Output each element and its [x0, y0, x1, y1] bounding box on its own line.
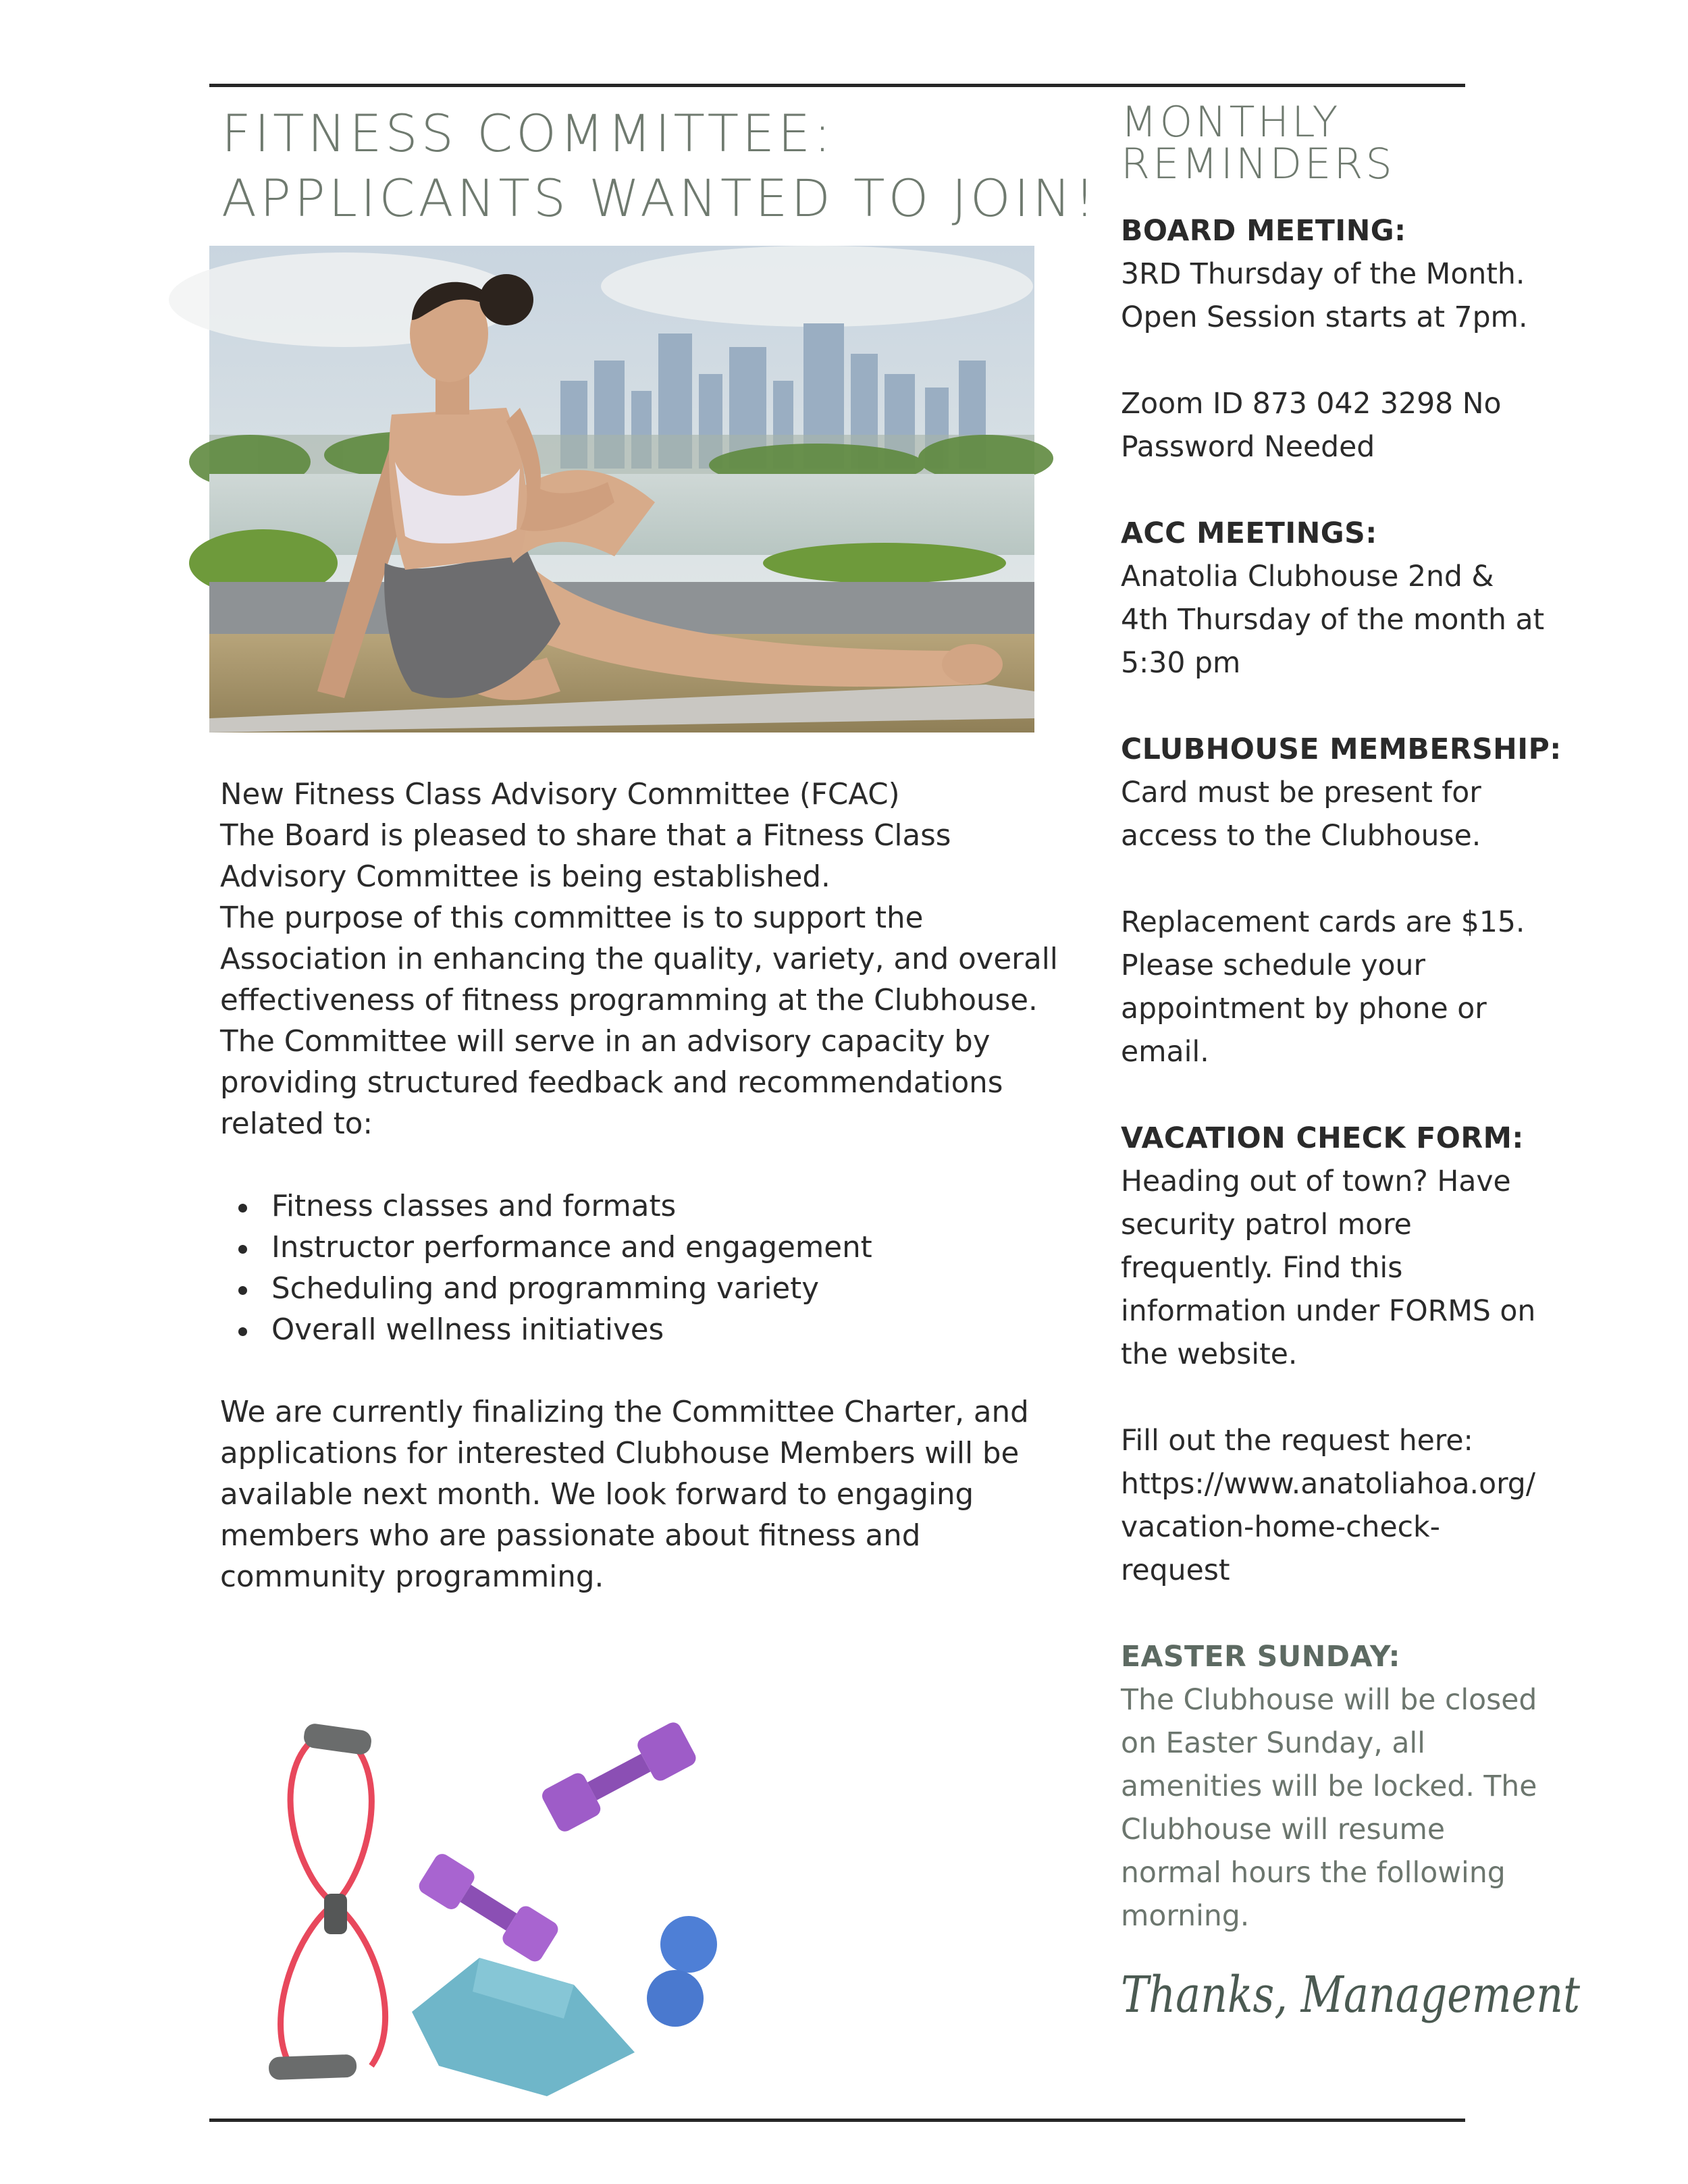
board-line: 3RD Thursday of the Month. — [1121, 258, 1525, 291]
easter-line: on Easter Sunday, all — [1121, 1727, 1425, 1760]
article-line: providing structured feedback and recommendations — [220, 1066, 1003, 1100]
signature — [1114, 1961, 1587, 2035]
replacement-line: Replacement cards are $15. — [1121, 906, 1525, 939]
focus-areas-list — [220, 1186, 1091, 1351]
list-item: Scheduling and programming variety — [220, 1269, 1091, 1310]
vacation-line: information under FORMS on — [1121, 1295, 1536, 1328]
yoga-photo — [209, 246, 1034, 733]
replacement-line: Please schedule your — [1121, 949, 1425, 982]
article-body — [220, 774, 1091, 1598]
list-item: Overall wellness initiatives — [220, 1310, 1091, 1351]
replacement-line: appointment by phone or — [1121, 992, 1487, 1026]
request-url-line[interactable]: vacation-home-check- — [1121, 1511, 1440, 1544]
reminders-list — [1121, 210, 1607, 1938]
vacation-line: the website. — [1121, 1338, 1298, 1371]
sidebar-title-line-1: MONTHLY — [1121, 97, 1341, 147]
vacation-heading: VACATION CHECK FORM: — [1121, 1122, 1524, 1155]
membership-heading: CLUBHOUSE MEMBERSHIP: — [1121, 733, 1562, 766]
article-line: The purpose of this committee is to support the — [220, 901, 924, 935]
acc-line: 5:30 pm — [1121, 647, 1241, 680]
bottom-rule — [209, 2119, 1465, 2122]
easter-line: normal hours the following — [1121, 1857, 1506, 1890]
closing-line: available next month. We look forward to engaging — [220, 1478, 974, 1512]
zoom-line: Zoom ID 873 042 3298 No — [1121, 388, 1502, 421]
sidebar-title — [1121, 97, 1593, 188]
list-item: Instructor performance and engagement — [220, 1227, 1091, 1269]
article-line: The Committee will serve in an advisory capacity by — [220, 1025, 991, 1059]
page-title — [221, 101, 1099, 231]
vacation-line: frequently. Find this — [1121, 1252, 1403, 1285]
zoom-line: Password Needed — [1121, 431, 1375, 464]
membership-line: Card must be present for — [1121, 776, 1481, 809]
vacation-line: security patrol more — [1121, 1208, 1412, 1242]
top-rule — [209, 84, 1465, 87]
article-line: New Fitness Class Advisory Committee (FCAC) — [220, 778, 900, 811]
title-line-1: FITNESS COMMITTEE: — [221, 103, 835, 163]
article-line: related to: — [220, 1107, 373, 1141]
board-line: Open Session starts at 7pm. — [1121, 301, 1528, 334]
acc-line: 4th Thursday of the month at — [1121, 604, 1545, 637]
closing-line: applications for interested Clubhouse Members will be — [220, 1437, 1020, 1470]
article-line: Advisory Committee is being established. — [220, 860, 830, 894]
easter-line: The Clubhouse will be closed — [1121, 1684, 1537, 1717]
article-line: effectiveness of fitness programming at the Clubhouse. — [220, 984, 1038, 1017]
closing-line: We are currently finalizing the Committee Charter, and — [220, 1395, 1029, 1429]
board-meeting-heading: BOARD MEETING: — [1121, 215, 1406, 248]
vacation-line: Heading out of town? Have — [1121, 1165, 1511, 1198]
signature-text: Thanks, Management — [1121, 1966, 1581, 2024]
sidebar-title-line-2: REMINDERS — [1121, 139, 1395, 188]
article-line: Association in enhancing the quality, variety, and overall — [220, 942, 1058, 976]
request-url-line[interactable]: request — [1121, 1554, 1230, 1587]
article-line: The Board is pleased to share that a Fitness Class — [220, 819, 951, 853]
request-url-line[interactable]: https://www.anatoliahoa.org/ — [1121, 1468, 1536, 1501]
easter-heading: EASTER SUNDAY: — [1121, 1641, 1400, 1674]
closing-line: community programming. — [220, 1560, 604, 1594]
closing-line: members who are passionate about fitness and — [220, 1519, 921, 1553]
easter-line: Clubhouse will resume — [1121, 1813, 1446, 1846]
replacement-line: email. — [1121, 1036, 1209, 1069]
request-line: Fill out the request here: — [1121, 1424, 1473, 1458]
acc-meetings-heading: ACC MEETINGS: — [1121, 517, 1377, 550]
title-line-2: APPLICANTS WANTED TO JOIN! — [221, 168, 1099, 228]
easter-line: amenities will be locked. The — [1121, 1770, 1537, 1803]
list-item: Fitness classes and formats — [220, 1186, 1091, 1227]
fitness-equipment-illustration — [257, 1701, 770, 2100]
easter-line: morning. — [1121, 1900, 1250, 1933]
membership-line: access to the Clubhouse. — [1121, 820, 1481, 853]
acc-line: Anatolia Clubhouse 2nd & — [1121, 560, 1494, 593]
